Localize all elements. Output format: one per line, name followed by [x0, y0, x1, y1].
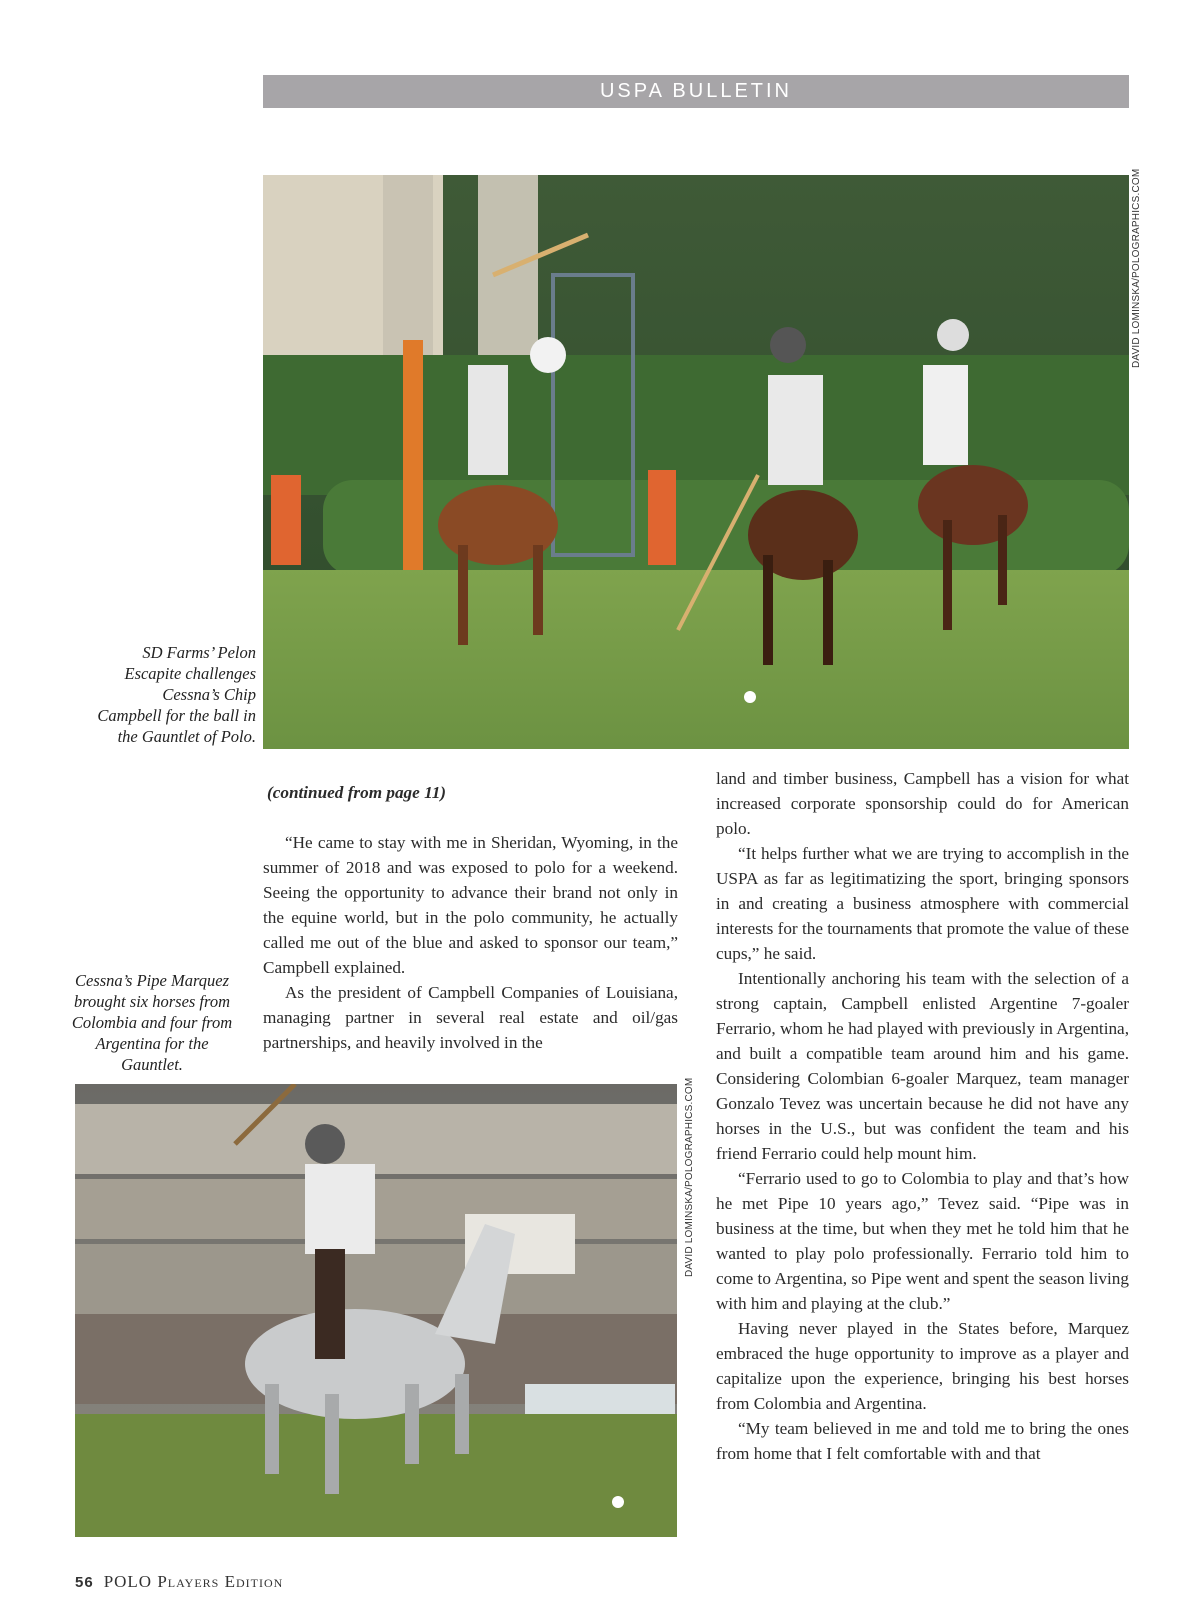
polo-photo-bottom-illustration: [75, 1084, 677, 1537]
polo-photo-top-illustration: [263, 175, 1129, 749]
article-paragraph: “Ferrario used to go to Colombia to play and that’s how he met Pipe 10 years ago,” Tevez said. “Pipe was in business at the time, but when they met he told him that he wanted to play polo professionally. Ferrario told him to come to Argentina, so Pipe went and spent the season living with him and playing at the club.”: [716, 1169, 1129, 1313]
photo-polo-match-top: [263, 175, 1129, 749]
article-column-left: [263, 780, 678, 1055]
article-paragraph: “My team believed in me and told me to bring the ones from home that I felt comfortable with and that: [716, 1419, 1129, 1463]
article-paragraph: “It helps further what we are trying to accomplish in the USPA as far as legitimatizing the sport, bringing sponsors in and creating a business atmosphere with commercial interests for the tournaments that promote the value of these cups,” he said.: [716, 844, 1129, 963]
article-paragraph: Having never played in the States before, Marquez embraced the huge opportunity to improve as a player and capitalize upon the experience, bringing his best horses from Colombia and Argentina.: [716, 1319, 1129, 1413]
article-paragraph: As the president of Campbell Companies of Louisiana, managing partner in several real estate and oil/gas partnerships, and heavily involved in the: [263, 983, 678, 1052]
article-column-right: [716, 766, 1129, 1466]
article-paragraph-continuation: land and timber business, Campbell has a vision for what increased corporate sponsorship could do for American polo.: [716, 769, 1129, 838]
photo-credit-top: DAVID LOMINSKA/POLOGRAPHICS.COM: [1131, 168, 1142, 368]
photo-credit-bottom: DAVID LOMINSKA/POLOGRAPHICS.COM: [684, 1077, 695, 1277]
photo-polo-rider-bottom: [75, 1084, 677, 1537]
photo-caption-top: SD Farms’ Pelon Escapite challenges Cessna’s Chip Campbell for the ball in the Gauntlet of Polo.: [97, 643, 256, 746]
article-paragraph: “He came to stay with me in Sheridan, Wyoming, in the summer of 2018 and was exposed to polo for a weekend. Seeing the opportunity to advance their brand not only in the equine world, but in the polo community, he actually called me out of the blue and asked to sponsor our team,” Campbell explained.: [263, 833, 678, 977]
publication-name: POLO Players Edition: [103, 1572, 284, 1591]
section-title: USPA BULLETIN: [599, 80, 793, 102]
photo-caption-bottom: Cessna’s Pipe Marquez brought six horses from Colombia and four from Argentina for the Gauntlet.: [71, 971, 233, 1074]
page-footer: [75, 1572, 283, 1592]
article-paragraph: Intentionally anchoring his team with the selection of a strong captain, Campbell enlisted Argentine 7-goaler Ferrario, whom he had played with previously in Argentina, and built a compatible team around him and his game. Considering Colombian 6-goaler Marquez, team manager Gonzalo Tevez was uncertain because he did not have any horses in the U.S., but was confident the team and his friend Ferrario could help mount him.: [716, 969, 1129, 1163]
continued-note: (continued from page 11): [267, 783, 447, 802]
page-number: 56: [75, 1574, 94, 1591]
section-header: [263, 75, 1129, 108]
